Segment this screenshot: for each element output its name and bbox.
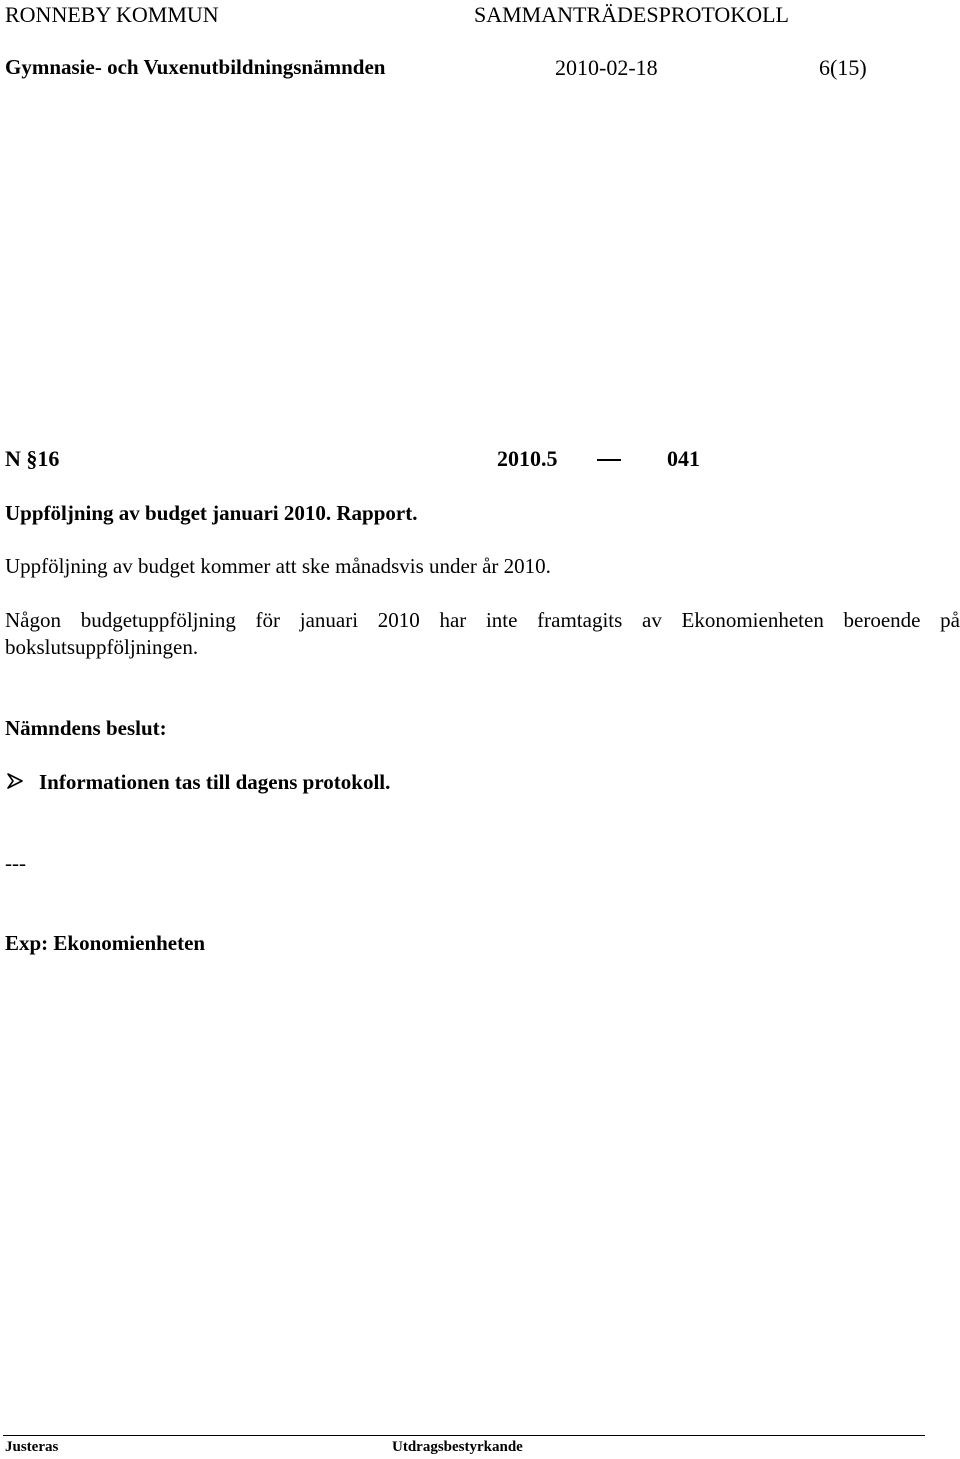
footer-utdragsbestyrkande: Utdragsbestyrkande [392, 1439, 523, 1455]
arrow-bullet-icon [6, 772, 24, 790]
expedition-line: Exp: Ekonomienheten [5, 931, 206, 955]
footer-justeras: Justeras [5, 1439, 59, 1455]
section-title: Uppföljning av budget januari 2010. Rapport. [5, 501, 418, 525]
dash-separator [597, 459, 621, 461]
body-paragraph-2-line-1: Någon budgetuppföljning för januari 2010 har inte framtagits av Ekonomienheten beroende på [5, 608, 960, 632]
body-paragraph-2-line-2: bokslutsuppföljningen. [5, 635, 199, 659]
municipality-name: RONNEBY KOMMUN [5, 2, 219, 27]
section-separator: --- [5, 851, 26, 875]
board-name: Gymnasie- och Vuxenutbildningsnämnden [5, 55, 386, 79]
footer-rule [3, 1435, 925, 1436]
decision-item: Informationen tas till dagens protokoll. [39, 770, 391, 794]
meeting-date: 2010-02-18 [555, 55, 658, 80]
decision-heading: Nämndens beslut: [5, 716, 167, 740]
body-paragraph-1: Uppföljning av budget kommer att ske månadsvis under år 2010. [5, 554, 551, 578]
paragraph-number: N §16 [5, 446, 60, 471]
archive-code: 041 [667, 446, 700, 471]
case-number: 2010.5 [497, 446, 558, 471]
page-number: 6(15) [819, 55, 867, 80]
document-type: SAMMANTRÄDESPROTOKOLL [474, 2, 789, 27]
